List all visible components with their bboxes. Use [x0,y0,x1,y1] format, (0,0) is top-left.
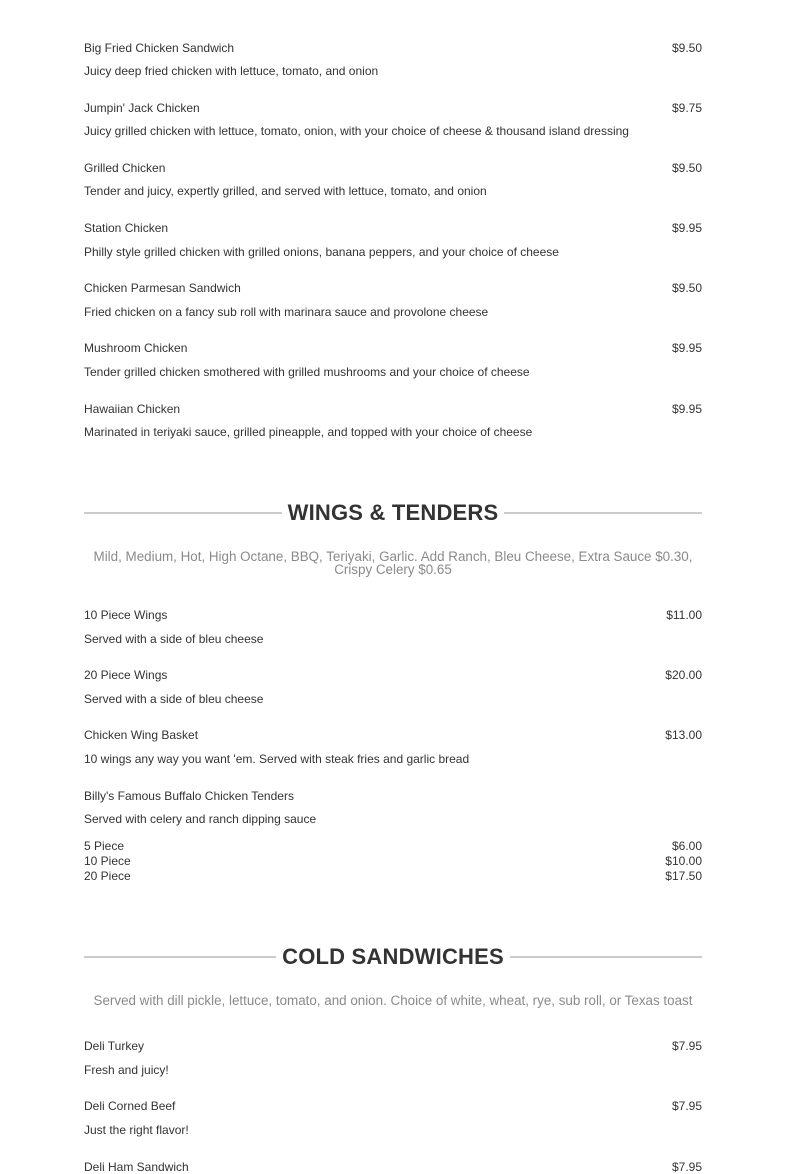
size-price: $6.00 [671,839,702,853]
item-description: Served with a side of bleu cheese [84,692,264,706]
item-name: 10 Piece Wings [84,608,168,622]
section-title: COLD SANDWICHES [282,944,504,969]
section-title: WINGS & TENDERS [287,500,499,525]
item-price: $9.95 [671,221,702,235]
item-name: Station Chicken [84,221,169,235]
size-label: 5 Piece [84,839,125,853]
size-price-list [84,839,702,884]
item-price: $7.95 [671,1099,702,1113]
menu-item [84,1160,702,1174]
item-name: Deli Turkey [84,1039,145,1053]
item-price: $9.95 [671,402,702,416]
menu-item [84,41,702,78]
menu-item [84,1039,702,1077]
menu-item [84,281,702,319]
item-name: Mushroom Chicken [84,341,188,355]
size-label: 20 Piece [84,869,131,883]
item-price: $9.50 [671,161,702,175]
item-description: Served with celery and ranch dipping sauce [84,812,317,826]
item-name: Billy's Famous Buffalo Chicken Tenders [84,789,294,803]
item-name: Big Fried Chicken Sandwich [84,41,235,55]
item-description: Fried chicken on a fancy sub roll with marinara sauce and provolone cheese [84,305,489,319]
item-price: $20.00 [665,668,702,682]
menu-item [84,1099,702,1137]
section-header-cold [84,944,702,970]
item-description: Philly style grilled chicken with grilled onions, banana peppers, and your choice of cheese [84,245,559,259]
section-header-wings [84,500,702,526]
item-name: Deli Corned Beef [84,1099,176,1113]
item-name: Chicken Parmesan Sandwich [84,281,241,295]
item-price: $9.75 [671,101,702,115]
size-row [84,869,702,884]
item-price: $7.95 [671,1160,702,1174]
divider-rule [510,956,702,958]
item-description: Just the right flavor! [84,1123,189,1137]
size-label: 10 Piece [84,854,131,868]
item-description: Served with a side of bleu cheese [84,632,264,646]
item-description: 10 wings any way you want 'em. Served with steak fries and garlic bread [84,752,470,766]
item-description: Juicy deep fried chicken with lettuce, tomato, and onion [84,64,379,78]
item-name: Jumpin' Jack Chicken [84,101,200,115]
item-name: Hawaiian Chicken [84,402,181,416]
size-row [84,854,702,869]
item-price: $11.00 [666,608,702,622]
item-name: Deli Ham Sandwich [84,1160,189,1174]
section-subtitle: Served with dill pickle, lettuce, tomato, and onion. Choice of white, wheat, rye, sub roll, or Texas toast [93,993,693,1008]
item-description: Fresh and juicy! [84,1063,169,1077]
menu-item [84,101,702,138]
item-price: $7.95 [671,1039,702,1053]
item-price: $9.50 [671,281,702,295]
menu-item [84,341,702,379]
item-price: $13.00 [665,728,702,742]
divider-rule [84,512,282,514]
divider-rule [504,512,702,514]
size-price: $17.50 [665,869,702,883]
item-name: Grilled Chicken [84,161,166,175]
item-price: $9.95 [671,341,702,355]
menu-item [84,668,702,706]
item-description: Juicy grilled chicken with lettuce, tomato, onion, with your choice of cheese & thousand island dressing [84,124,629,138]
menu-item [84,402,702,439]
divider-rule [84,956,276,958]
size-row [84,839,702,854]
menu-item [84,221,702,259]
item-name: Chicken Wing Basket [84,728,199,742]
item-name: 20 Piece Wings [84,668,168,682]
menu-item [84,789,702,884]
menu-item [84,161,702,198]
menu-item [84,728,702,766]
menu-item [84,608,702,646]
item-description: Tender and juicy, expertly grilled, and served with lettuce, tomato, and onion [84,184,487,198]
item-description: Tender grilled chicken smothered with grilled mushrooms and your choice of cheese [84,365,530,379]
item-price: $9.50 [671,41,702,55]
size-price: $10.00 [665,854,702,868]
item-description: Marinated in teriyaki sauce, grilled pineapple, and topped with your choice of cheese [84,425,533,439]
section-subtitle: Mild, Medium, Hot, High Octane, BBQ, Teriyaki, Garlic. Add Ranch, Bleu Cheese, Extra Sauce $0.30, Crispy Celery $0.65 [93,549,693,577]
